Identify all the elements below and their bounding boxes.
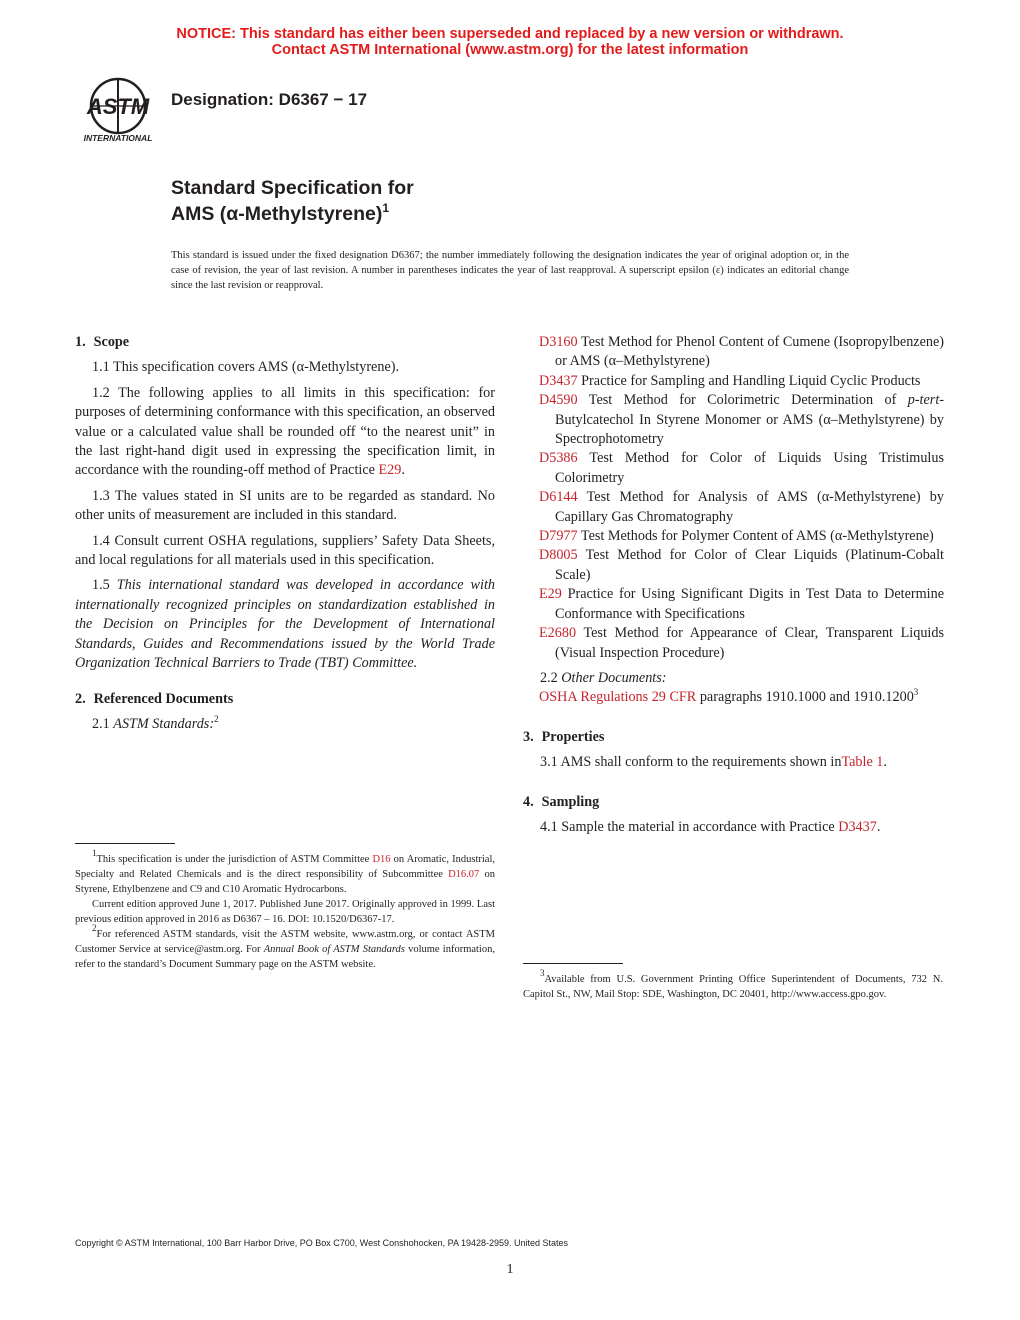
ref-code-link[interactable]: E2680 [539,625,577,642]
document-title [171,175,414,227]
para-2-2-num: 2.2 [540,669,562,686]
section-title: Scope [93,334,130,350]
right-footnotes [523,963,943,1002]
footnote-2-a: For referenced ASTM standards, visit the ASTM website, www.astm.org, or contact ASTM Customer Service at service@astm.org. For [75,929,495,955]
footnote-3-mark: 3 [540,968,545,978]
footnote-1 [75,848,495,897]
title-footnote-mark: 1 [382,201,390,215]
reference-item [523,624,944,663]
para-4-1-end: . [876,818,881,835]
footnote-1-a: This specification is under the jurisdiction of ASTM Committee [96,854,373,865]
para-3-1 [523,753,944,772]
section-number: 4. [523,793,534,810]
footnote-rule [523,963,623,964]
section-1-heading [75,333,495,352]
reference-item [523,585,944,624]
section-number: 3. [523,728,534,745]
para-2-2-text: Other Documents: [561,669,667,686]
para-4-1-text: 4.1 Sample the material in accordance with Practice [540,818,839,835]
ref-code-link[interactable]: D3160 [539,334,578,350]
footnote-1-edition: Current edition approved June 1, 2017. Published June 2017. Originally approved in 1999. Last previous edition approved in 2016 as D6367 – 16. DOI: 10.1520/D6367-17. [75,899,495,925]
title-line-1: Standard Specification for [171,177,414,199]
para-2-2 [523,669,944,688]
section-number: 1. [75,334,86,350]
para-1-2-end: . [401,462,405,479]
logo-subtext: INTERNATIONAL [83,133,153,143]
para-1-3: 1.3 The values stated in SI units are to be regarded as standard. No other units of measurement are included in this standard. [75,487,495,524]
ref-title: Test Method for Appearance of Clear, Transparent Liquids (Visual Inspection Procedure) [555,625,944,661]
astm-logo-icon [74,76,162,144]
ref-code-link[interactable]: E29 [539,586,562,603]
ref-code-link[interactable]: D4590 [539,392,578,409]
para-1-5-num: 1.5 [92,577,117,594]
section-2-heading [75,690,495,709]
link-table-1[interactable]: Table 1 [841,754,884,771]
para-1-4: 1.4 Consult current OSHA regulations, suppliers’ Safety Data Sheets, and local regulations for all materials used in this specification. [75,532,495,569]
section-title: Properties [541,728,605,745]
section-4-heading [523,793,944,812]
reference-item [523,372,944,391]
footnote-mark: 3 [913,687,919,698]
left-footnotes [75,843,495,972]
copyright: Copyright © ASTM International, 100 Barr Harbor Drive, PO Box C700, West Conshohocken, PA 19428-2959. United States [75,1238,569,1248]
ref-code-link[interactable]: D3437 [539,372,578,389]
link-e29[interactable]: E29 [378,462,402,479]
para-1-1: 1.1 This specification covers AMS (α-Methylstyrene). [92,359,400,376]
para-2-1 [75,715,495,734]
para-3-1-text: 3.1 AMS shall conform to the requirements shown in [540,754,842,771]
designation: Designation: D6367 − 17 [171,90,368,109]
para-1-5-text: This international standard was developed in accordance with internationally recognized principles on standardization established in the Decision on Principles for the Development of International Standards, Guides and Recommendations issued by the World Trade Organization Technical Barriers to Trade (TBT) Committee. [75,577,495,672]
footnote-2-mark: 2 [92,923,97,933]
issue-note: This standard is issued under the fixed designation D6367; the number immediately following the designation indicates the year of original adoption or, in the case of revision, the year of last revision. A number in parentheses indicates the year of last reapproval. A superscript epsilon (ε) indicates an editorial change since the last revision or reapproval. [171,250,849,291]
notice-line-1: NOTICE: This standard has either been superseded and replaced by a new version or withdrawn. [176,26,844,42]
ref-title: Test Method for Phenol Content of Cumene (Isopropylbenzene) or AMS (α–Methylstyrene) [555,334,944,370]
footnote-3 [523,968,943,1002]
ref-code-link[interactable]: D7977 [539,528,578,545]
ref-title: Test Method for Color of Liquids Using Tristimulus Colorimetry [555,450,944,486]
reference-item [523,333,944,372]
ref-title: Test Method for Analysis of AMS (α-Methylstyrene) by Capillary Gas Chromatography [555,489,944,525]
para-1-2-text: 1.2 The following applies to all limits in this specification: for purposes of determining conformance with this specification, an observed value or a calculated value shall be rounded off “to the nearest unit” in the last right-hand digit used in expressing the specification limit, in accordance with the rounding-off method of Practice [75,384,495,479]
reference-item [523,527,944,546]
footnote-2 [75,923,495,972]
reference-item [523,449,944,488]
link-osha[interactable]: OSHA Regulations 29 CFR [539,689,697,706]
link-d16-07[interactable]: D16.07 [448,869,480,880]
footnote-2-italic: Annual Book of ASTM Standards [263,944,405,955]
footnote-1-c: on Styrene, Ethylbenzene and C9 and C10 Aromatic Hydrocarbons. [75,869,495,895]
ref-title: Test Method for Color of Clear Liquids (Platinum-Cobalt Scale) [555,547,944,583]
section-number: 2. [75,690,86,707]
left-column [75,333,495,740]
para-4-1 [523,818,944,837]
footnote-1-mark: 1 [92,848,97,858]
footnote-mark: 2 [214,713,219,724]
title-line-2 [171,201,414,227]
para-3-1-end: . [883,754,887,771]
notice-line-2: Contact ASTM International (www.astm.org) for the latest information [271,42,749,58]
ref-title: Test Methods for Polymer Content of AMS (α-Methylstyrene) [577,528,934,545]
section-3-heading [523,728,944,747]
logo-text: ASTM [86,94,150,119]
reference-item [523,546,944,585]
para-2-1-num: 2.1 [92,715,114,732]
ref-code-link[interactable]: D6144 [539,489,578,506]
reference-item [523,391,944,449]
ref-title-italic: p-tert [907,392,940,409]
ref-title-cont: -Butylcatechol In Styrene Monomer or AMS (α–Methylstyrene) by Spectrophotometry [555,392,944,448]
footnote-2-b: volume information, refer to the standard’s Document Summary page on the ASTM website. [75,944,495,970]
right-column [523,333,944,843]
notice-banner [0,26,1020,58]
ref-title: Practice for Using Significant Digits in Test Data to Determine Conformance with Specifications [555,586,944,622]
link-d3437[interactable]: D3437 [838,818,877,835]
section-title: Referenced Documents [93,690,234,707]
section-title: Sampling [541,793,600,810]
footnote-1-b: on Aromatic, Industrial, Specialty and Related Chemicals and is the direct responsibility of Subcommittee [75,854,495,880]
ref-title: Test Method for Colorimetric Determination of [577,392,908,409]
ref-code-link[interactable]: D5386 [539,450,578,467]
title-line-2-text: AMS (α-Methylstyrene) [171,203,383,225]
para-2-1-text: ASTM Standards: [113,715,215,732]
astm-logo [74,76,162,144]
osha-text: paragraphs 1910.1000 and 1910.1200 [696,689,914,706]
ref-title: Practice for Sampling and Handling Liquid Cyclic Products [577,372,921,389]
para-1-2 [75,384,495,481]
reference-item [523,488,944,527]
footnote-rule [75,843,175,844]
para-1-5 [75,576,495,673]
link-d16[interactable]: D16 [372,854,391,865]
reference-list [523,333,944,663]
footnote-3-text: Available from U.S. Government Printing Office Superintendent of Documents, 732 N. Capitol St., NW, Mail Stop: SDE, Washington, DC 20401, http://www.access.gpo.gov. [523,974,943,1000]
page-number: 1 [506,1262,514,1277]
reference-item-osha [523,688,944,707]
ref-code-link[interactable]: D8005 [539,547,578,564]
